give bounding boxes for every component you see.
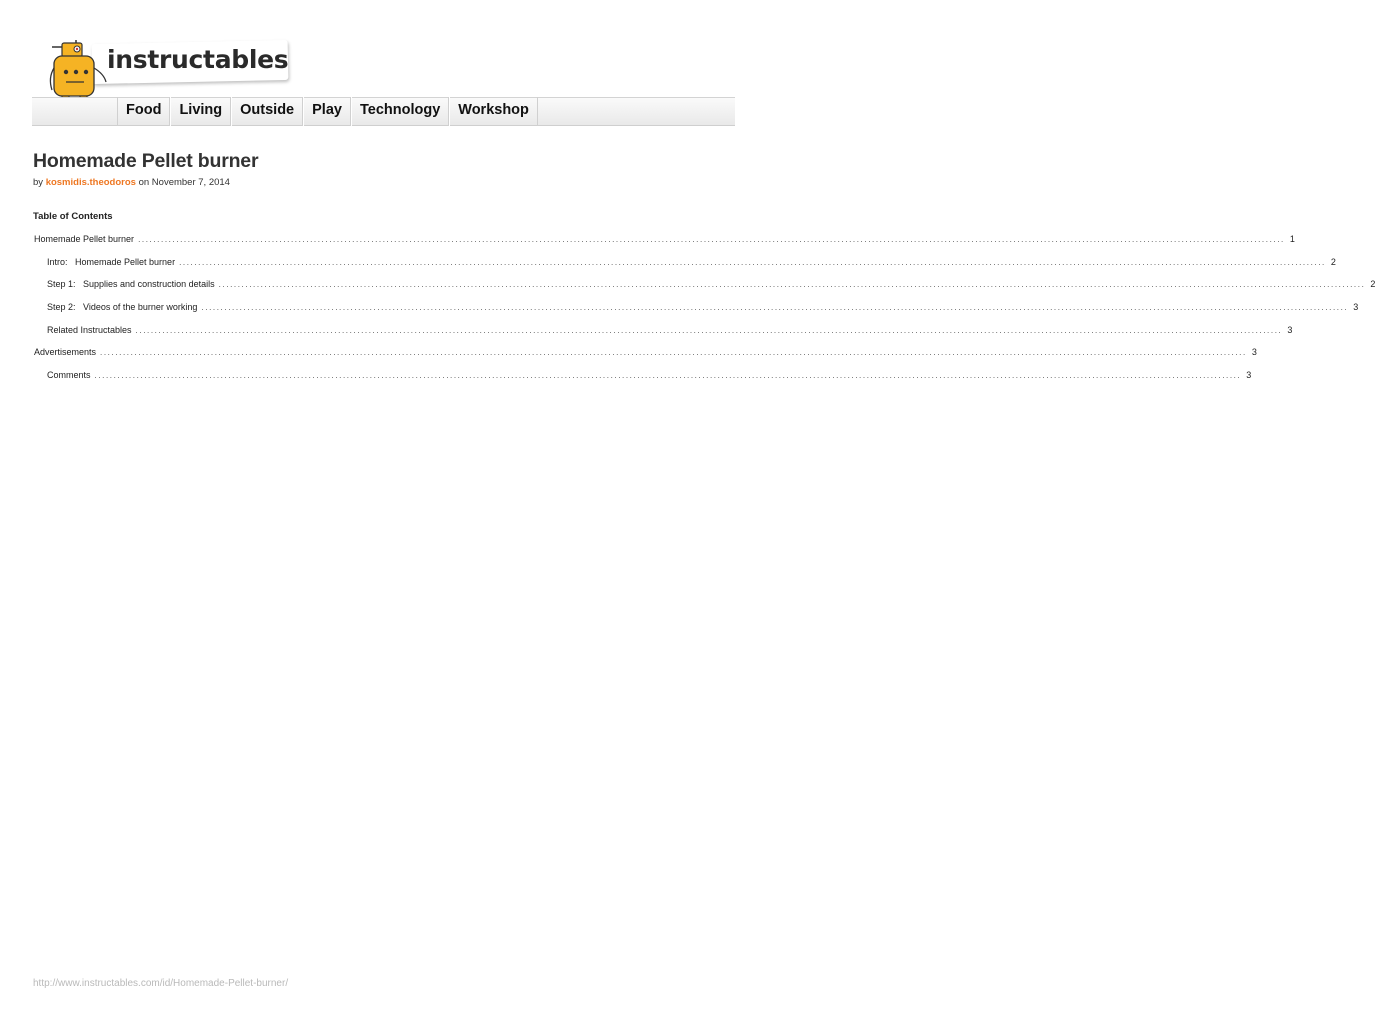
- category-nav: [117, 97, 538, 126]
- toc-leader-dots: ............................................................................................................................................................................................................................................................................................................: [201, 303, 1349, 313]
- nav-item-technology[interactable]: Technology: [351, 97, 449, 126]
- toc-row[interactable]: [34, 370, 1252, 393]
- nav-item-outside[interactable]: Outside: [231, 97, 303, 126]
- toc-label: Related Instructables: [47, 324, 132, 335]
- nav-item-living[interactable]: Living: [170, 97, 231, 126]
- toc-leader-dots: ............................................................................................................................................................................................................................................................................................................: [218, 280, 1366, 290]
- toc-page-number: 3: [1251, 347, 1257, 358]
- toc-heading: Table of Contents: [33, 211, 113, 222]
- toc-row[interactable]: [34, 347, 1257, 370]
- toc-leader-dots: ............................................................................................................................................................................................................................................................................................................: [138, 235, 1285, 244]
- toc-label: Step 2: Videos of the burner working: [47, 302, 198, 313]
- toc-leader-dots: ............................................................................................................................................................................................................................................................................................................: [179, 257, 1326, 267]
- toc-page-number: 3: [1287, 324, 1293, 335]
- toc-label: Homemade Pellet burner: [34, 234, 135, 244]
- byline: [33, 177, 230, 188]
- toc-page-number: 3: [1246, 370, 1252, 381]
- logo-text[interactable]: instructables: [107, 45, 289, 74]
- toc-leader-dots: ............................................................................................................................................................................................................................................................................................................: [94, 371, 1242, 381]
- table-of-contents: [34, 234, 1375, 393]
- toc-label: Comments: [47, 370, 91, 381]
- toc-page-number: 3: [1353, 302, 1359, 313]
- byline-prefix: by: [33, 177, 44, 188]
- toc-label: Advertisements: [34, 347, 97, 358]
- page-title: Homemade Pellet burner: [33, 150, 259, 172]
- nav-item-food[interactable]: Food: [117, 97, 170, 126]
- toc-row[interactable]: [34, 324, 1293, 348]
- footer-url[interactable]: http://www.instructables.com/id/Homemade-Pellet-burner/: [33, 978, 289, 989]
- author-link[interactable]: kosmidis.theodoros: [45, 177, 136, 188]
- toc-leader-dots: ............................................................................................................................................................................................................................................................................................................: [100, 348, 1247, 358]
- toc-row[interactable]: [34, 234, 1295, 257]
- toc-label: Step 1: Supplies and construction details: [47, 279, 215, 290]
- publish-date: on November 7, 2014: [138, 177, 230, 188]
- toc-row[interactable]: [34, 279, 1375, 302]
- toc-label: Intro: Homemade Pellet burner: [47, 256, 176, 267]
- site-header: [0, 0, 768, 130]
- nav-item-workshop[interactable]: Workshop: [449, 97, 538, 126]
- toc-page-number: 2: [1370, 279, 1375, 290]
- toc-page-number: 2: [1330, 256, 1336, 267]
- toc-leader-dots: ............................................................................................................................................................................................................................................................................................................: [135, 325, 1283, 335]
- toc-row[interactable]: [34, 256, 1336, 280]
- nav-item-play[interactable]: Play: [303, 97, 351, 126]
- toc-row[interactable]: [34, 302, 1359, 325]
- toc-page-number: 1: [1289, 234, 1295, 244]
